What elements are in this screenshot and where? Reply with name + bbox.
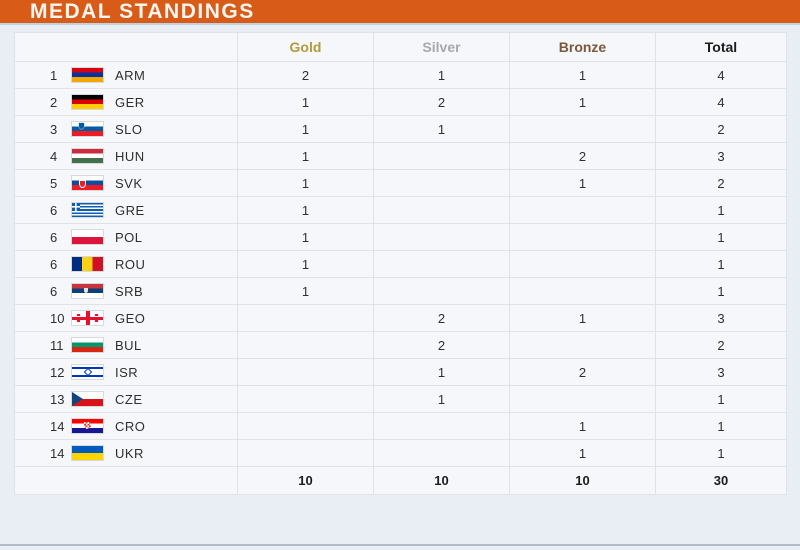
standings-row[interactable]: [15, 440, 787, 467]
armenia-flag: [72, 68, 103, 82]
total-cell: 1: [656, 197, 787, 224]
country-cell: [15, 386, 238, 413]
rank-label: 3: [50, 121, 58, 137]
country-code-label: UKR: [115, 445, 144, 461]
country-code-label: GEO: [115, 310, 146, 326]
col-header-bronze: Bronze: [510, 33, 656, 62]
country-code-label: CRO: [115, 418, 146, 434]
silver-cell: [374, 197, 510, 224]
title-bar: [0, 0, 800, 25]
total-cell: 1: [656, 386, 787, 413]
silver-cell: [374, 251, 510, 278]
bronze-cell: [510, 386, 656, 413]
bronze-cell: 2: [510, 143, 656, 170]
standings-row[interactable]: [15, 278, 787, 305]
standings-row[interactable]: [15, 224, 787, 251]
country-code-label: SLO: [115, 121, 143, 137]
gold-cell: [238, 359, 374, 386]
standings-row[interactable]: [15, 89, 787, 116]
gold-cell: [238, 440, 374, 467]
country-cell: [15, 440, 238, 467]
rank-label: 6: [50, 229, 58, 245]
total-cell: 1: [656, 251, 787, 278]
croatia-flag: [72, 419, 103, 433]
totals-total: 30: [656, 467, 787, 495]
bronze-cell: [510, 278, 656, 305]
country-cell: [15, 170, 238, 197]
silver-cell: [374, 413, 510, 440]
total-cell: 2: [656, 170, 787, 197]
country-code-label: GRE: [115, 202, 145, 218]
bronze-cell: 1: [510, 440, 656, 467]
silver-cell: [374, 170, 510, 197]
country-cell: [15, 413, 238, 440]
standings-body: [15, 62, 787, 467]
gold-cell: 2: [238, 62, 374, 89]
country-cell: [15, 359, 238, 386]
bronze-cell: 1: [510, 170, 656, 197]
slovakia-flag: [72, 176, 103, 190]
silver-cell: 2: [374, 89, 510, 116]
col-header-gold: Gold: [238, 33, 374, 62]
gold-cell: 1: [238, 224, 374, 251]
country-cell: [15, 89, 238, 116]
bronze-cell: 1: [510, 305, 656, 332]
total-cell: 1: [656, 440, 787, 467]
medal-standings-table-wrap: [14, 32, 786, 495]
gold-cell: [238, 305, 374, 332]
israel-flag: [72, 365, 103, 379]
bronze-cell: [510, 197, 656, 224]
ukraine-flag: [72, 446, 103, 460]
country-code-label: SVK: [115, 175, 143, 191]
totals-gold: 10: [238, 467, 374, 495]
slovenia-flag: [72, 122, 103, 136]
bronze-cell: [510, 332, 656, 359]
silver-cell: 1: [374, 116, 510, 143]
silver-cell: 1: [374, 386, 510, 413]
country-cell: [15, 197, 238, 224]
country-code-label: ARM: [115, 67, 146, 83]
rank-label: 12: [50, 364, 65, 380]
total-cell: 4: [656, 89, 787, 116]
bronze-cell: 2: [510, 359, 656, 386]
silver-cell: [374, 440, 510, 467]
gold-cell: [238, 413, 374, 440]
total-cell: 2: [656, 116, 787, 143]
gold-cell: 1: [238, 170, 374, 197]
rank-label: 13: [50, 391, 65, 407]
gold-cell: 1: [238, 89, 374, 116]
total-cell: 3: [656, 359, 787, 386]
bronze-cell: 1: [510, 89, 656, 116]
country-cell: [15, 332, 238, 359]
bulgaria-flag: [72, 338, 103, 352]
rank-label: 4: [50, 148, 58, 164]
totals-silver: 10: [374, 467, 510, 495]
bronze-cell: [510, 251, 656, 278]
silver-cell: 2: [374, 305, 510, 332]
page-title: MEDAL STANDINGS: [30, 0, 255, 23]
col-header-total: Total: [656, 33, 787, 62]
totals-empty-cell: [15, 467, 238, 495]
serbia-flag: [72, 284, 103, 298]
total-cell: 3: [656, 143, 787, 170]
gold-cell: 1: [238, 116, 374, 143]
rank-label: 6: [50, 256, 58, 272]
country-cell: [15, 143, 238, 170]
rank-label: 6: [50, 283, 58, 299]
rank-label: 2: [50, 94, 58, 110]
country-code-label: HUN: [115, 148, 145, 164]
country-code-label: GER: [115, 94, 145, 110]
rank-label: 1: [50, 67, 58, 83]
silver-cell: 1: [374, 359, 510, 386]
country-cell: [15, 305, 238, 332]
poland-flag: [72, 230, 103, 244]
standings-row[interactable]: [15, 116, 787, 143]
header-row: [15, 33, 787, 62]
totals-row: [15, 467, 787, 495]
country-code-label: SRB: [115, 283, 144, 299]
germany-flag: [72, 95, 103, 109]
country-code-label: ROU: [115, 256, 146, 272]
rank-label: 14: [50, 445, 65, 461]
rank-label: 10: [50, 310, 65, 326]
czech-republic-flag: [72, 392, 103, 406]
country-cell: [15, 251, 238, 278]
total-cell: 1: [656, 224, 787, 251]
country-code-label: ISR: [115, 364, 139, 380]
total-cell: 1: [656, 413, 787, 440]
total-cell: 1: [656, 278, 787, 305]
total-cell: 4: [656, 62, 787, 89]
georgia-flag: [72, 311, 103, 325]
standings-row[interactable]: [15, 359, 787, 386]
country-code-label: CZE: [115, 391, 143, 407]
col-header-silver: Silver: [374, 33, 510, 62]
standings-row[interactable]: [15, 305, 787, 332]
country-cell: [15, 116, 238, 143]
standings-row[interactable]: [15, 386, 787, 413]
country-code-label: POL: [115, 229, 143, 245]
silver-cell: [374, 224, 510, 251]
standings-row[interactable]: [15, 251, 787, 278]
silver-cell: [374, 143, 510, 170]
gold-cell: 1: [238, 251, 374, 278]
country-cell: [15, 224, 238, 251]
silver-cell: 1: [374, 62, 510, 89]
bronze-cell: [510, 116, 656, 143]
total-cell: 2: [656, 332, 787, 359]
bronze-cell: 1: [510, 62, 656, 89]
standings-row[interactable]: [15, 143, 787, 170]
gold-cell: [238, 332, 374, 359]
gold-cell: [238, 386, 374, 413]
rank-label: 14: [50, 418, 65, 434]
total-cell: 3: [656, 305, 787, 332]
silver-cell: [374, 278, 510, 305]
medal-standings-table: [14, 32, 787, 495]
page-bottom-divider: [0, 544, 800, 546]
gold-cell: 1: [238, 278, 374, 305]
country-cell: [15, 62, 238, 89]
bronze-cell: [510, 224, 656, 251]
totals-bronze: 10: [510, 467, 656, 495]
rank-label: 5: [50, 175, 58, 191]
gold-cell: 1: [238, 143, 374, 170]
greece-flag: [72, 203, 103, 217]
gold-cell: 1: [238, 197, 374, 224]
rank-label: 6: [50, 202, 58, 218]
standings-row[interactable]: [15, 62, 787, 89]
country-code-label: BUL: [115, 337, 142, 353]
rank-label: 11: [50, 337, 64, 353]
standings-row[interactable]: [15, 332, 787, 359]
col-header-country: [15, 33, 238, 62]
silver-cell: 2: [374, 332, 510, 359]
standings-row[interactable]: [15, 413, 787, 440]
standings-row[interactable]: [15, 170, 787, 197]
country-cell: [15, 278, 238, 305]
bronze-cell: 1: [510, 413, 656, 440]
hungary-flag: [72, 149, 103, 163]
romania-flag: [72, 257, 103, 271]
standings-row[interactable]: [15, 197, 787, 224]
